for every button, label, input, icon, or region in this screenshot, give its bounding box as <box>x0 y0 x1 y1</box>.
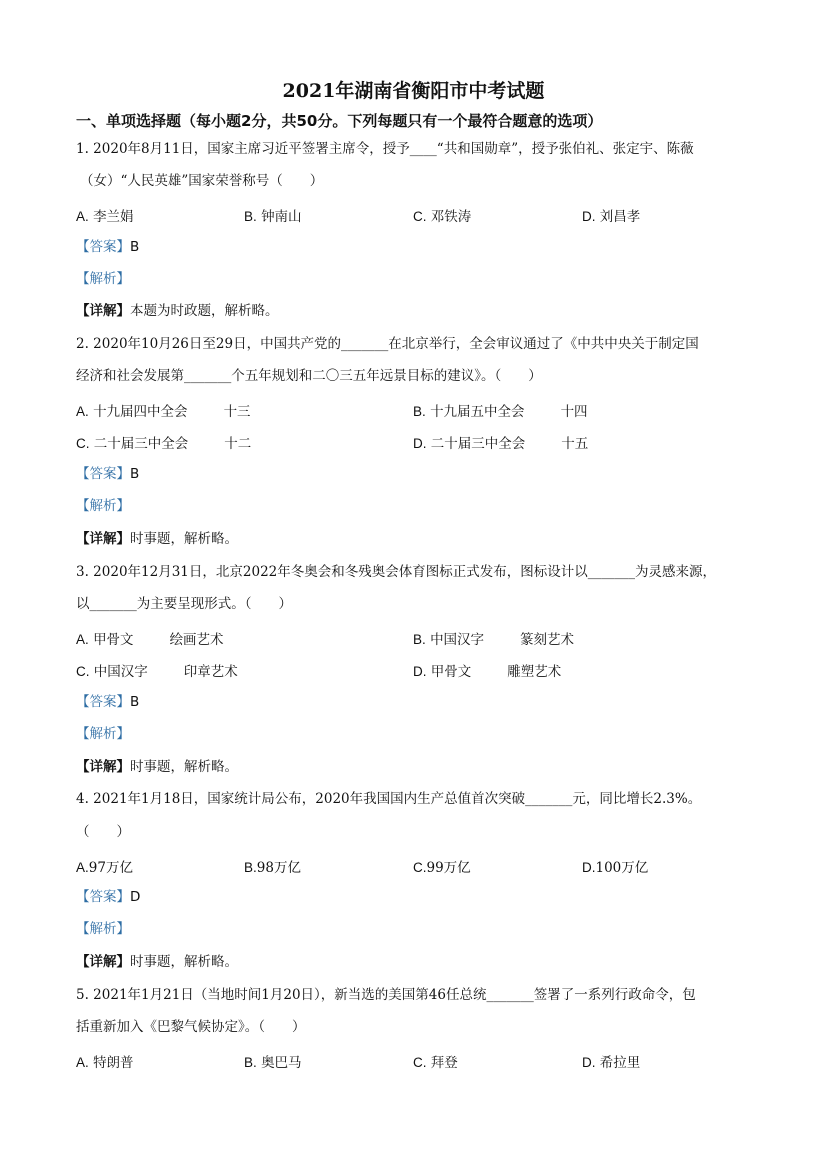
page-title: 2021年湖南省衡阳市中考试题 <box>282 80 545 102</box>
question-4-detail: 【详解】时事题，解析略。 <box>76 954 238 970</box>
question-4-option-a: A.97万亿 <box>76 860 133 876</box>
question-4-stem-line-1: 4. 2021年1月18日，国家统计局公布，2020年我国国内生产总值首次突破_______元，同比增长2.3%。 <box>76 791 702 807</box>
question-2-stem-line-1: 2. 2020年10月26日至29日，中国共产党的_______在北京举行，全会审议通过了《中共中央关于制定国 <box>76 336 699 352</box>
question-1-option-d: D. 刘昌孝 <box>582 209 641 225</box>
question-1-stem-line-1: 1. 2020年8月11日，国家主席习近平签署主席令，授予____“共和国勋章”，授予张伯礼、张定宇、陈薇 <box>76 141 694 157</box>
question-2-stem-line-2: 经济和社会发展第_______个五年规划和二〇三五年远景目标的建议》。（ ） <box>76 368 542 384</box>
question-2-option-d: D. 二十届三中全会 十五 <box>413 436 589 452</box>
question-3-option-d: D. 甲骨文 雕塑艺术 <box>413 664 562 680</box>
question-1-detail: 【详解】本题为时政题，解析略。 <box>76 303 279 319</box>
question-1-stem-line-2: （女）“人民英雄”国家荣誉称号（ ） <box>80 173 324 189</box>
question-1-analysis-label: 【解析】 <box>76 271 130 287</box>
question-4-answer: 【答案】D <box>76 889 141 905</box>
question-1-answer: 【答案】B <box>76 239 140 255</box>
question-5-option-a: A. 特朗普 <box>76 1055 134 1071</box>
question-5-stem-line-2: 括重新加入《巴黎气候协定》。（ ） <box>76 1019 306 1035</box>
question-5-option-d: D. 希拉里 <box>582 1055 641 1071</box>
question-3-answer: 【答案】B <box>76 694 140 710</box>
question-4-stem-line-2: （ ） <box>76 824 130 840</box>
question-3-stem-line-1: 3. 2020年12月31日，北京2022年冬奥会和冬残奥会体育图标正式发布，图标设计以_______为灵感来源， <box>76 564 716 580</box>
question-3-analysis-label: 【解析】 <box>76 726 130 742</box>
question-2-option-a: A. 十九届四中全会 十三 <box>76 404 251 420</box>
question-3-option-c: C. 中国汉字 印章艺术 <box>76 664 238 680</box>
question-3-detail: 【详解】时事题，解析略。 <box>76 759 238 775</box>
question-2-detail: 【详解】时事题，解析略。 <box>76 531 238 547</box>
question-5-option-b: B. 奥巴马 <box>244 1055 302 1071</box>
section-heading: 一、单项选择题（每小题2分，共50分。下列每题只有一个最符合题意的选项） <box>76 112 603 130</box>
question-1-option-b: B. 钟南山 <box>244 209 302 225</box>
question-3-option-a: A. 甲骨文 绘画艺术 <box>76 632 224 648</box>
question-2-analysis-label: 【解析】 <box>76 498 130 514</box>
question-2-option-c: C. 二十届三中全会 十二 <box>76 436 252 452</box>
question-3-option-b: B. 中国汉字 篆刻艺术 <box>413 632 575 648</box>
question-2-answer: 【答案】B <box>76 466 140 482</box>
question-1-option-a: A. 李兰娟 <box>76 209 134 225</box>
question-1-option-c: C. 邓铁涛 <box>413 209 472 225</box>
question-5-stem-line-1: 5. 2021年1月21日（当地时间1月20日），新当选的美国第46任总统_______签署了一系列行政命令，包 <box>76 987 696 1003</box>
question-4-option-d: D.100万亿 <box>582 860 649 876</box>
question-5-option-c: C. 拜登 <box>413 1055 458 1071</box>
question-3-stem-line-2: 以_______为主要呈现形式。（ ） <box>76 596 292 612</box>
question-4-option-c: C.99万亿 <box>413 860 471 876</box>
question-2-option-b: B. 十九届五中全会 十四 <box>413 404 588 420</box>
question-4-option-b: B.98万亿 <box>244 860 301 876</box>
question-4-analysis-label: 【解析】 <box>76 921 130 937</box>
